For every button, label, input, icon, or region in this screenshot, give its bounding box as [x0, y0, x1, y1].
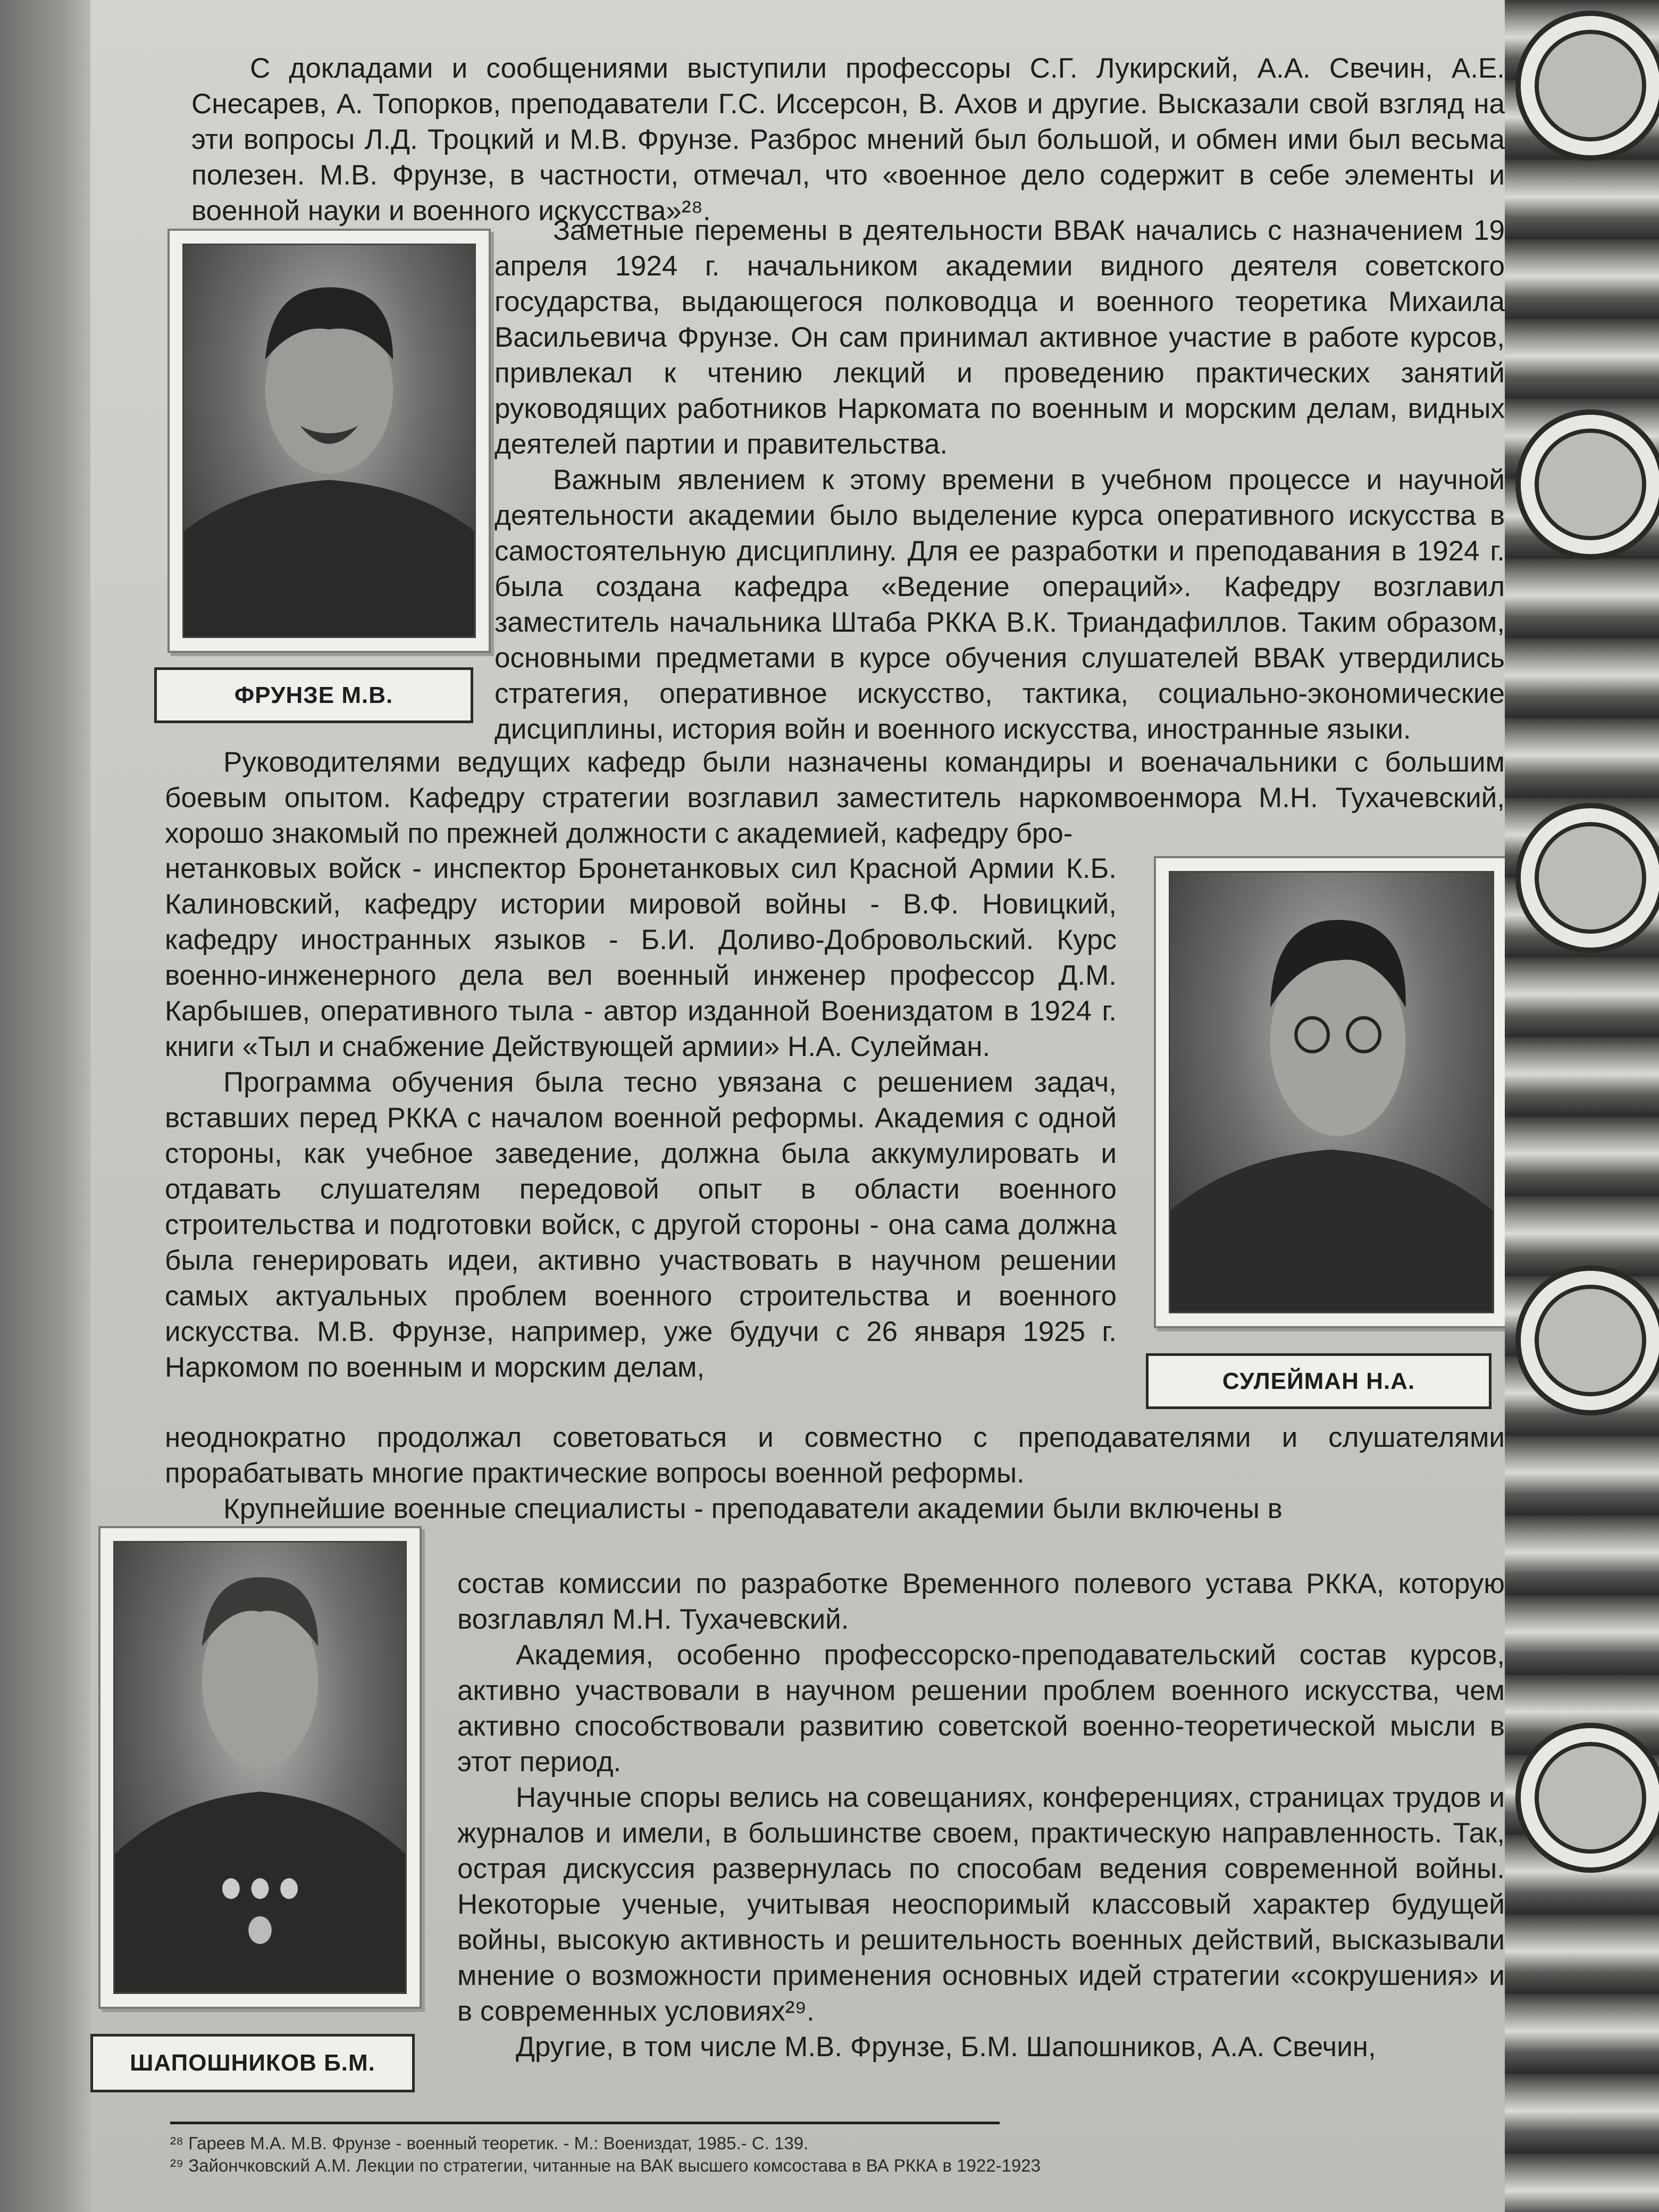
photo-shaposhnikov [98, 1526, 422, 2009]
text-suleiman-column [165, 851, 1117, 1385]
paragraph: Крупнейшие военные специалисты - преподаватели академии были включены в [223, 1493, 1283, 1524]
paragraph: неоднократно продолжал советоваться и совместно с преподавателями и слушателями прорабатывать многие практические вопросы военной реформы. [165, 1422, 1505, 1489]
photo-suleiman [1154, 856, 1509, 1328]
paragraph: состав комиссии по разработке Временного полевого устава РККА, которую возглавлял М.Н. Тухачевский. [457, 1568, 1505, 1635]
text-frunze-column [495, 213, 1505, 747]
page-gutter [0, 0, 90, 2212]
caption-shaposhnikov: ШАПОШНИКОВ Б.М. [90, 2034, 415, 2092]
paragraph: С докладами и сообщениями выступили профессоры С.Г. Лукирский, А.А. Свечин, А.Е. Снесарев, А. Топорков, преподаватели Г.С. Иссерсон, В. Ахов и другие. Высказали свой взгляд на эти вопросы Л.Д. Троцкий и М.В. Фрунзе. Разброс мнений был большой, и обмен ими был весьма полезен. М.В. Фрунзе, в частности, отмечал, что «военное дело содержит в себе элементы и военной науки и военного искусства»²⁸. [191, 53, 1505, 227]
decorative-border [1505, 0, 1659, 2212]
paragraph: Программа обучения была тесно увязана с решением задач, вставших перед РККА с началом военной реформы. Академия с одной стороны, как учебное заведение, должна была аккумулировать и отдавать слушателям передовой опыт в области военного строительства и подготовки войск, с другой стороны - она сама должна была генерировать идеи, активно участвовать в научном решении самых актуальных проблем военного строительства и военного искусства. М.В. Фрунзе, например, уже будучи с 26 января 1925 г. Наркомом по военным и морским делам, [165, 1067, 1117, 1383]
footnote-29: ²⁹ Зайончковский А.М. Лекции по стратегии, читанные на ВАК высшего комсостава в ВА РККА в 1922-1923 [170, 2156, 1041, 2175]
caption-suleiman: СУЛЕЙМАН Н.А. [1146, 1353, 1492, 1409]
portrait-suleiman-image [1169, 871, 1494, 1313]
portrait-frunze-image [182, 244, 476, 638]
text-full-1 [165, 744, 1505, 851]
paragraph: Другие, в том числе М.В. Фрунзе, Б.М. Шапошников, А.А. Свечин, [516, 2031, 1376, 2063]
paragraph: Научные споры велись на совещаниях, конференциях, страницах трудов и журналов и имели, в большинстве своем, практическую направленность. Так, острая дискуссия развернулась по способам ведения современной войны. Некоторые ученые, учитывая неоспоримый классовый характер будущей войны, высокую активность и решительность военных действий, высказывали мнение о возможности применения основных идей стратегии «сокрушения» и в современных условиях²⁹. [457, 1782, 1505, 2027]
paragraph: Академия, особенно профессорско-преподавательский состав курсов, активно участвовали в научном решении проблем военного искусства, чем активно способствовали развитию советской военно-теоретической мысли в этот период. [457, 1639, 1505, 1778]
portrait-shaposhnikov-image [113, 1541, 407, 1994]
portrait-suleiman-icon [1170, 873, 1493, 1312]
text-shaposhnikov-column [457, 1566, 1505, 2065]
portrait-shaposhnikov-icon [115, 1543, 405, 1992]
ornament-ring-icon [1521, 16, 1659, 155]
footnote-28: ²⁸ Гареев М.А. М.В. Фрунзе - военный теоретик. - М.: Воениздат, 1985.- С. 139. [170, 2133, 809, 2153]
book-page [90, 0, 1505, 2212]
text-full-2 [165, 1420, 1505, 1527]
footnotes [170, 2132, 1553, 2177]
caption-frunze: ФРУНЗЕ М.В. [154, 667, 473, 723]
ornament-ring-icon [1521, 808, 1659, 948]
text-top [191, 51, 1505, 229]
ornament-ring-icon [1521, 415, 1659, 554]
paragraph: Руководителями ведущих кафедр были назначены командиры и военачальники с большим боевым опытом. Кафедру стратегии возглавил заместитель наркомвоенмора М.Н. Тухачевский, хорошо знакомый по прежней должности с академией, кафедру бро- [165, 747, 1505, 849]
photo-frunze [167, 229, 491, 653]
paragraph: Заметные перемены в деятельности ВВАК начались с назначением 19 апреля 1924 г. начальником академии видного деятеля советского государства, выдающегося полководца и военного теоретика Михаила Васильевича Фрунзе. Он сам принимал активное участие в работе курсов, привлекал к чтению лекций и проведению практических занятий руководящих работников Наркомата по военным и морским делам, видных деятелей партии и правительства. [495, 215, 1505, 460]
paragraph: нетанковых войск - инспектор Бронетанковых сил Красной Армии К.Б. Калиновский, кафедру истории мировой войны - В.Ф. Новицкий, кафедру иностранных языков - Б.И. Доливо-Добровольский. Курс военно-инженерного дела вел военный инженер профессор Д.М. Карбышев, оперативного тыла - автор изданной Воениздатом в 1924 г. книги «Тыл и снабжение Действующей армии» Н.А. Сулейман. [165, 853, 1117, 1062]
ornament-ring-icon [1521, 1271, 1659, 1410]
ornament-ring-icon [1521, 1728, 1659, 1867]
paragraph: Важным явлением к этому времени в учебном процессе и научной деятельности академии было выделение курса оперативного искусства в самостоятельную дисциплину. Для ее разработки и преподавания в 1924 г. была создана кафедра «Ведение операций». Кафедру возглавил заместитель начальника Штаба РККА В.К. Триандафиллов. Таким образом, основными предметами в курсе обучения слушателей ВВАК утвердились стратегия, оперативное искусство, тактика, социально-экономические дисциплины, история войн и военного искусства, иностранные языки. [495, 464, 1505, 745]
portrait-frunze-icon [184, 245, 474, 636]
footnote-rule [170, 2122, 1000, 2124]
